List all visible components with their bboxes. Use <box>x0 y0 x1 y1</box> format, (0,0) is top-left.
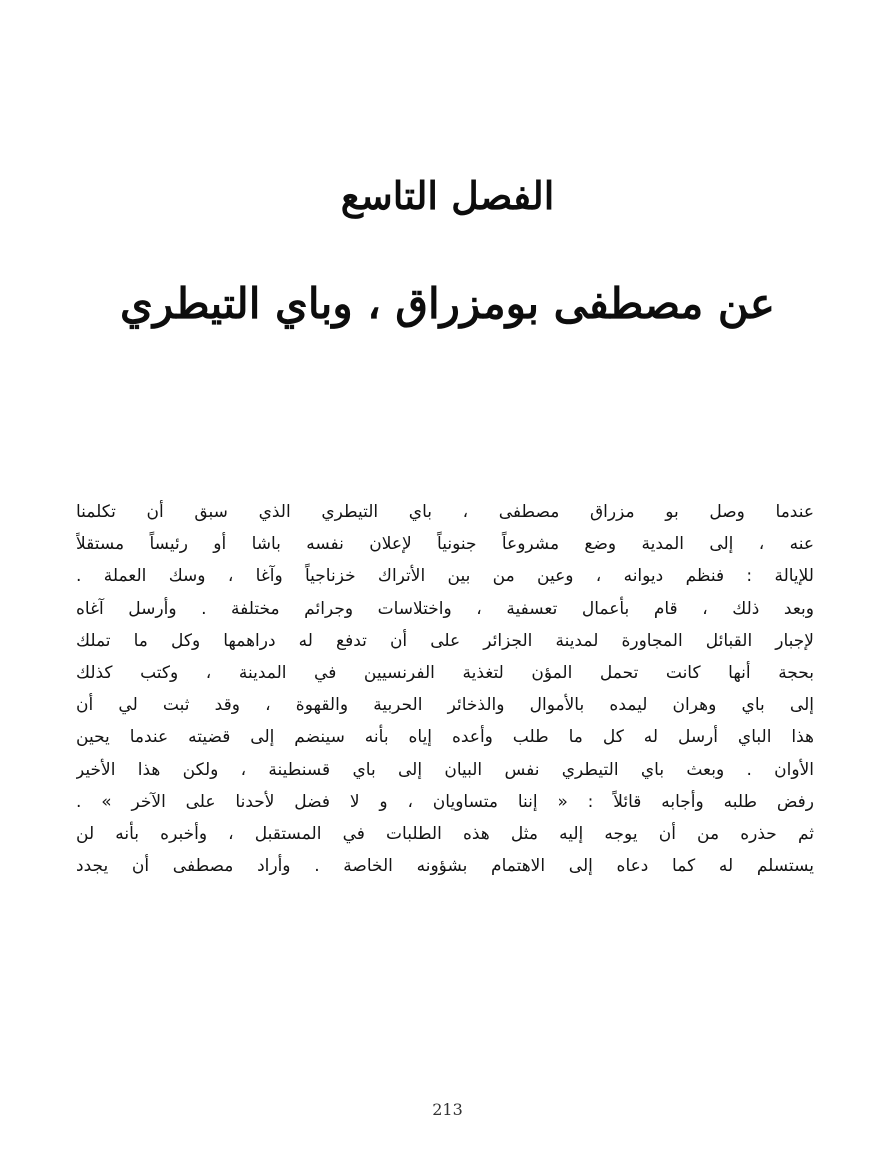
text-line: للإيالة : فنظم ديوانه ، وعين من بين الأتراك خزناجياً وآغا ، وسك العملة . <box>76 566 814 587</box>
text-line: عندما وصل بو مزراق مصطفى ، باي التيطري الذي سبق أن تكلمنا <box>76 502 814 522</box>
text-line: ثم حذره من أن يوجه إليه مثل هذه الطلبات في المستقبل ، وأخبره بأنه لن <box>76 823 814 844</box>
text-line: وبعد ذلك ، قام بأعمال تعسفية ، واختلاسات وجرائم مختلفة . وأرسل آغاه <box>76 598 814 619</box>
text-line: إلى باي وهران ليمده بالأموال والذخائر الحربية والقهوة ، وقد ثبت لي أن <box>76 695 814 716</box>
text-line: يستسلم له كما دعاه إلى الاهتمام بشؤونه الخاصة . وأراد مصطفى أن يجدد <box>76 856 814 877</box>
body-text <box>76 496 814 882</box>
text-line: الأوان . وبعث باي التيطري نفس البيان إلى باي قسنطينة ، ولكن هذا الأخير <box>76 759 814 780</box>
text-line: بحجة أنها كانت تحمل المؤن لتغذية الفرنسيين في المدينة ، وكتب كذلك <box>76 662 814 683</box>
text-line: هذا الباي أرسل له كل ما طلب وأعده إياه بأنه سينضم إلى قضيته عندما يحين <box>76 727 814 748</box>
chapter-title: عن مصطفى بومزراق ، وباي التيطري <box>120 279 775 328</box>
chapter-label: الفصل التاسع <box>340 173 555 218</box>
page-number: 213 <box>432 1100 463 1119</box>
text-line: رفض طلبه وأجابه قائلاً : « إننا متساويان ، و لا فضل لأحدنا على الآخر » . <box>76 791 814 812</box>
text-line: لإجبار القبائل المجاورة لمدينة الجزائر على أن تدفع له دراهمها وكل ما تملك <box>76 630 814 651</box>
text-line: عنه ، إلى المدية وضع مشروعاً جنونياً لإعلان نفسه باشا أو رئيساً مستقلاً <box>76 534 814 555</box>
